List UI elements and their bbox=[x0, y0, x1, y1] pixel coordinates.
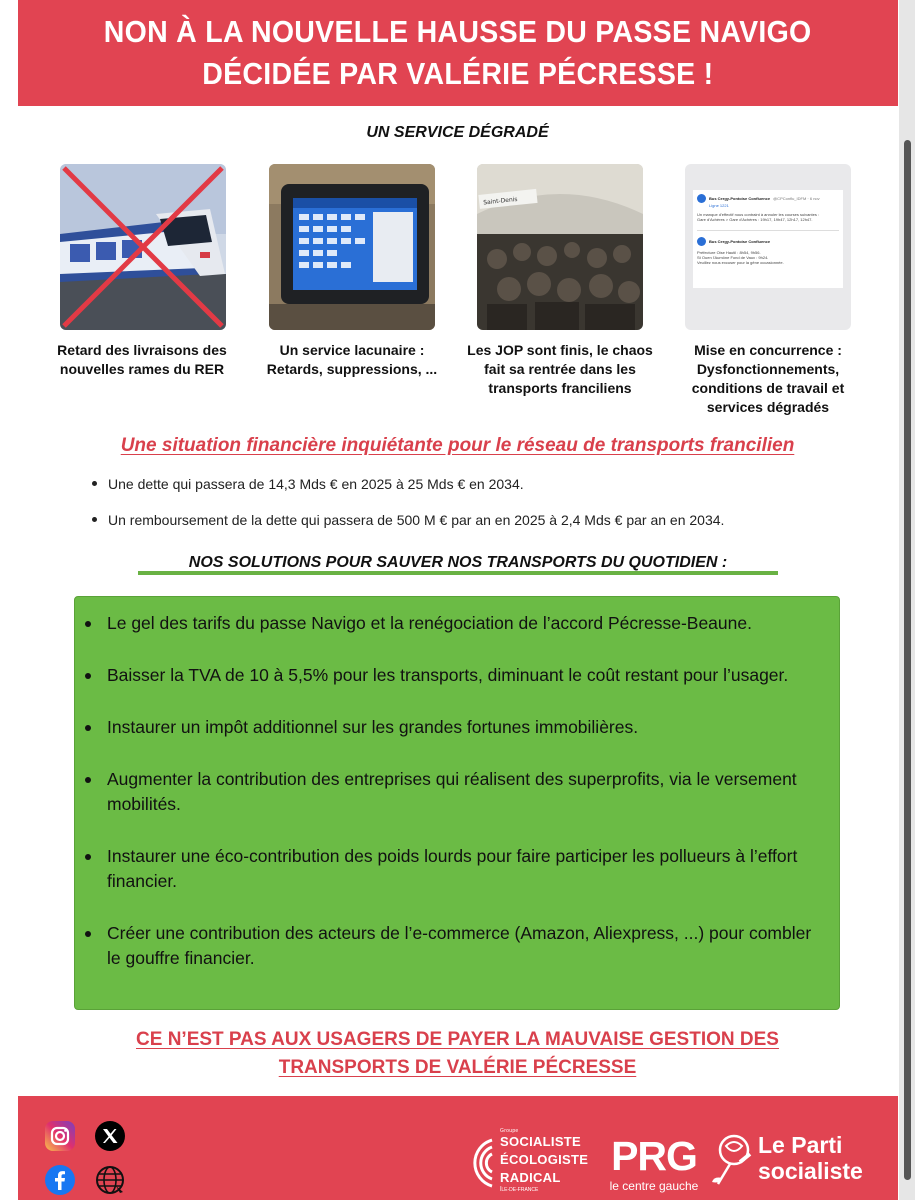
service-section-title: UN SERVICE DÉGRADÉ bbox=[366, 124, 549, 141]
ser-logo-mark bbox=[458, 1134, 498, 1192]
tweet-handle: @CPConflu_IDFM · 6 nov bbox=[773, 196, 820, 201]
caption-jop-chaos: Les JOP sont finis, le chaos fait sa rentrée dans les transports franciliens bbox=[467, 342, 653, 396]
ser-logo-word-3: RADICAL bbox=[500, 1170, 561, 1185]
caption-service-lacunaire: Un service lacunaire : Retards, suppressions, ... bbox=[266, 342, 438, 377]
solution-item: Instaurer une éco-contribution des poids lourds pour faire participer les pollueurs à l’effort financier. bbox=[107, 844, 823, 894]
info-screen-photo bbox=[269, 164, 435, 330]
finance-item: Une dette qui passera de 14,3 Mds € en 2025 à 25 Mds € en 2034. bbox=[92, 474, 872, 510]
ser-logo-small-top: Groupe bbox=[500, 1128, 519, 1134]
headline-line-2: DÉCIDÉE PAR VALÉRIE PÉCRESSE ! bbox=[202, 56, 714, 91]
header-banner bbox=[18, 0, 898, 106]
headline-line-1: NON À LA NOUVELLE HAUSSE DU PASSE NAVIGO bbox=[104, 14, 812, 49]
tweet-line-e: St Ouen l'Aumône Fond de Vaux : 9h24. bbox=[697, 255, 769, 260]
prg-logo-tagline: le centre gauche bbox=[609, 1179, 699, 1193]
finance-item: Un remboursement de la dette qui passera de 500 M € par an en 2025 à 2,4 Mds € par an en 2034. bbox=[92, 510, 872, 546]
closing-statement bbox=[0, 1026, 915, 1082]
solution-item: Créer une contribution des acteurs de l’e-commerce (Amazon, Aliexpress, ...) pour combler le gouffre financier. bbox=[107, 921, 823, 971]
x-icon[interactable] bbox=[94, 1120, 126, 1152]
tweet-line-f: Veuillez nous excuser pour la gêne occasionnée. bbox=[697, 260, 784, 265]
vertical-scrollbar[interactable] bbox=[904, 140, 911, 1180]
finance-list bbox=[92, 474, 872, 546]
solutions-box bbox=[74, 596, 840, 1010]
prg-logo-text: PRG bbox=[611, 1133, 697, 1179]
tweet-line-b: Un manque d'effectif nous contraint à annuler les courses suivantes : bbox=[697, 212, 820, 217]
train-photo bbox=[60, 164, 226, 330]
tweet-account-2: Bus Cergy-Pontoise Confluence bbox=[709, 239, 771, 244]
ser-logo-word-1: SOCIALISTE bbox=[500, 1134, 582, 1149]
prg-logo bbox=[598, 1134, 710, 1194]
ps-logo bbox=[710, 1130, 890, 1194]
caption-concurrence: Mise en concurrence : Dysfonctionnements, conditions de travail et services dégradés bbox=[691, 342, 845, 415]
globe-icon[interactable] bbox=[94, 1164, 126, 1196]
facebook-icon[interactable] bbox=[44, 1164, 76, 1196]
caption-rer-delay: Retard des livraisons des nouvelles rames du RER bbox=[57, 342, 227, 377]
ps-logo-text bbox=[758, 1132, 863, 1184]
tweet-line-c: Gare d'Achères > Gare d'Achères : 19h17, 19h47, 12h17, 12h47. bbox=[697, 217, 813, 222]
tweet-screenshot bbox=[685, 164, 851, 330]
footer-banner bbox=[18, 1096, 898, 1200]
solutions-title: NOS SOLUTIONS POUR SAUVER NOS TRANSPORTS DU QUOTIDIEN : bbox=[138, 552, 778, 575]
ps-logo-line-1: Le Parti bbox=[758, 1132, 843, 1158]
tweet-card bbox=[693, 190, 843, 288]
ser-logo-sub: ÎLE-DE-FRANCE bbox=[500, 1187, 539, 1193]
ser-logo-word-2: ÉCOLOGISTE bbox=[500, 1152, 589, 1167]
ps-logo-line-2: socialiste bbox=[758, 1158, 863, 1184]
tweet-line-d: Préfecture Oise Hautil : 8h54, 9h56. bbox=[697, 250, 761, 255]
instagram-icon[interactable] bbox=[44, 1120, 76, 1152]
tweet-line-a: Ligne 1221 bbox=[709, 203, 729, 208]
solution-item: Baisser la TVA de 10 à 5,5% pour les transports, diminuant le coût restant pour l’usager. bbox=[107, 663, 823, 688]
crowded-station-photo bbox=[477, 164, 643, 330]
closing-line-1: CE N’EST PAS AUX USAGERS DE PAYER LA MAUVAISE GESTION DES bbox=[136, 1029, 779, 1050]
solution-item: Instaurer un impôt additionnel sur les grandes fortunes immobilières. bbox=[107, 715, 823, 740]
tweet-avatar bbox=[697, 194, 706, 203]
closing-line-2: TRANSPORTS DE VALÉRIE PÉCRESSE bbox=[278, 1057, 637, 1078]
solution-item: Augmenter la contribution des entreprises qui réalisent des superprofits, via le versement mobilités. bbox=[107, 767, 823, 817]
ser-logo bbox=[458, 1128, 598, 1194]
solution-item: Le gel des tarifs du passe Navigo et la renégociation de l’accord Pécresse-Beaune. bbox=[107, 611, 823, 636]
rose-icon bbox=[710, 1130, 758, 1190]
tweet-avatar-2 bbox=[697, 237, 706, 246]
tweet-account: Bus Cergy-Pontoise Confluence bbox=[709, 196, 771, 201]
finance-section-title: Une situation financière inquiétante pour le réseau de transports francilien bbox=[120, 435, 795, 456]
station-sign-text: Saint-Denis bbox=[482, 195, 518, 207]
solutions-list bbox=[107, 611, 823, 971]
